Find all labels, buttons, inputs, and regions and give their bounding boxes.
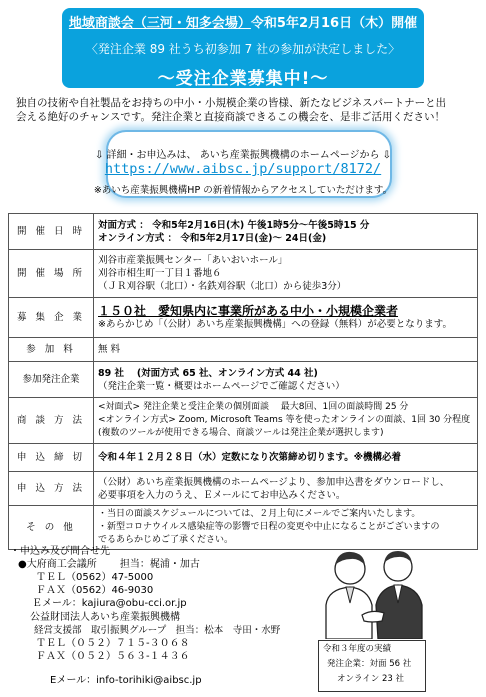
table-row: 参加発注企業 89 社 (対面方式 65 社、オンライン方式 44 社) （発注企業一覧・概要はホームページでご確認ください） [9,362,478,398]
contact-org-2: 公益財団法人あいち産業振興機構 [30,612,180,623]
table-row: 募 集 企 業 １５０社 愛知県内に事業所がある中小・小規模企業者 ※あらかじめ「（公財）あいち産業振興機構」への登録（無料）が必要となります。 [9,298,478,338]
row-label: 開 催 日 時 [9,214,94,250]
row-label: 商 談 方 法 [9,398,94,444]
header-banner [62,8,424,88]
row-label: 申 込 方 法 [9,472,94,506]
handshake-illustration [318,543,426,639]
intro-text: 独自の技術や自社製品をお持ちの中小・小規模企業の皆様、新たなビジネスパートナーと出 会える絶好のチャンスです。発注企業と直接商談できるこの機会を、是非ご活用ください！ [16,97,447,123]
website-link[interactable]: https://www.aibsc.jp/support/8172/ [104,161,382,177]
contact-tel-1: ＴＥＬ（0562）47-5000 [36,572,154,583]
row-label: そ の 他 [9,506,94,550]
link-box-note: ※あいち産業振興機構HP の新着情報からアクセスしていただけます。 [93,185,393,196]
banner-headline: ～受注企業募集中!～ [157,69,329,89]
contact-dept-2: 経営支援部 取引振興グループ 担当：松本 寺田・水野 [34,625,281,636]
table-row: 申 込 締 切 令和４年１２月２８日（水）定数になり次第締め切ります。※機構必着 [9,444,478,472]
contact-tel-2: ＴＥＬ（０５２）７１５-３０６８ [36,638,190,649]
past-results-title: 令和３年度の実績 [323,644,392,654]
row-label: 募 集 企 業 [9,298,94,338]
contact-email-2[interactable]: Eメール：info-torihiki@aibsc.jp [50,675,202,686]
event-date: 令和5年2月16日（木）開催 [250,16,418,31]
row-label: 参 加 料 [9,338,94,362]
contact-org-1: ●大府商工会議所 担当：梶浦・加古 [18,559,200,570]
past-results-box [318,640,426,692]
past-results-line-2: オンライン 23 社 [337,674,404,684]
event-info-table [8,213,478,550]
contact-fax-1: ＦＡＸ（0562）46-9030 [36,585,154,596]
table-row: 商 談 方 法 <対面式> 発注企業と受注企業の個別面談 最大8回、1回の面談時間 25 分 <オンライン方式> Zoom, Microsoft Teams 等を使ったオンラインの面談、1回 30 分程度 (複数のツールが使用できる場合、商談ツールは発注企業が選択します) [9,398,478,444]
past-results-line-1: 発注企業：対面 56 社 [327,659,412,669]
contact-fax-2: ＦＡＸ（０５２）５６３-１４３６ [36,651,190,662]
table-row: 開 催 場 所 刈谷市産業振興センター「あいおいホール」 刈谷市相生町一丁目１番地６ （ＪＲ刈谷駅（北口）・名鉄刈谷駅（北口）から徒歩3分） [9,250,478,298]
table-row: そ の 他 ・当日の面談スケジュールについては、２月上旬にメールでご案内いたします。 ・新型コロナウイルス感染症等の影響で日程の変更や中止になることがございますの でるあらかじめご了承ください。 [9,506,478,550]
table-row: 開 催 日 時 対面方式 ： 令和5年2月16日(木) 午後1時5分～午後5時15 分 オンライン方式 ： 令和5年2月17日(金)～ 24日(金) [9,214,478,250]
banner-subtitle: 〈発注企業 89 社うち初参加 7 社の参加が決定しました〉 [85,42,401,56]
event-title: 地域商談会（三河・知多会場） [68,16,251,31]
row-label: 参加発注企業 [9,362,94,398]
row-label: 開 催 場 所 [9,250,94,298]
link-box-caption: ⇩ 詳細・お申込みは、 あいち産業振興機構のホームページから ⇩ [94,150,392,161]
contact-header: ・申込み及び問合せ先 [10,546,110,557]
contact-email-1[interactable]: Ｅメール：kajiura@obu-cci.or.jp [32,598,187,609]
row-label: 申 込 締 切 [9,444,94,472]
table-row: 申 込 方 法 （公財）あいち産業振興機構のホームページより、参加申込書をダウンロードし、 必要事項を入力のうえ、Ｅメールにてお申込みください。 [9,472,478,506]
table-row: 参 加 料 無 料 [9,338,478,362]
